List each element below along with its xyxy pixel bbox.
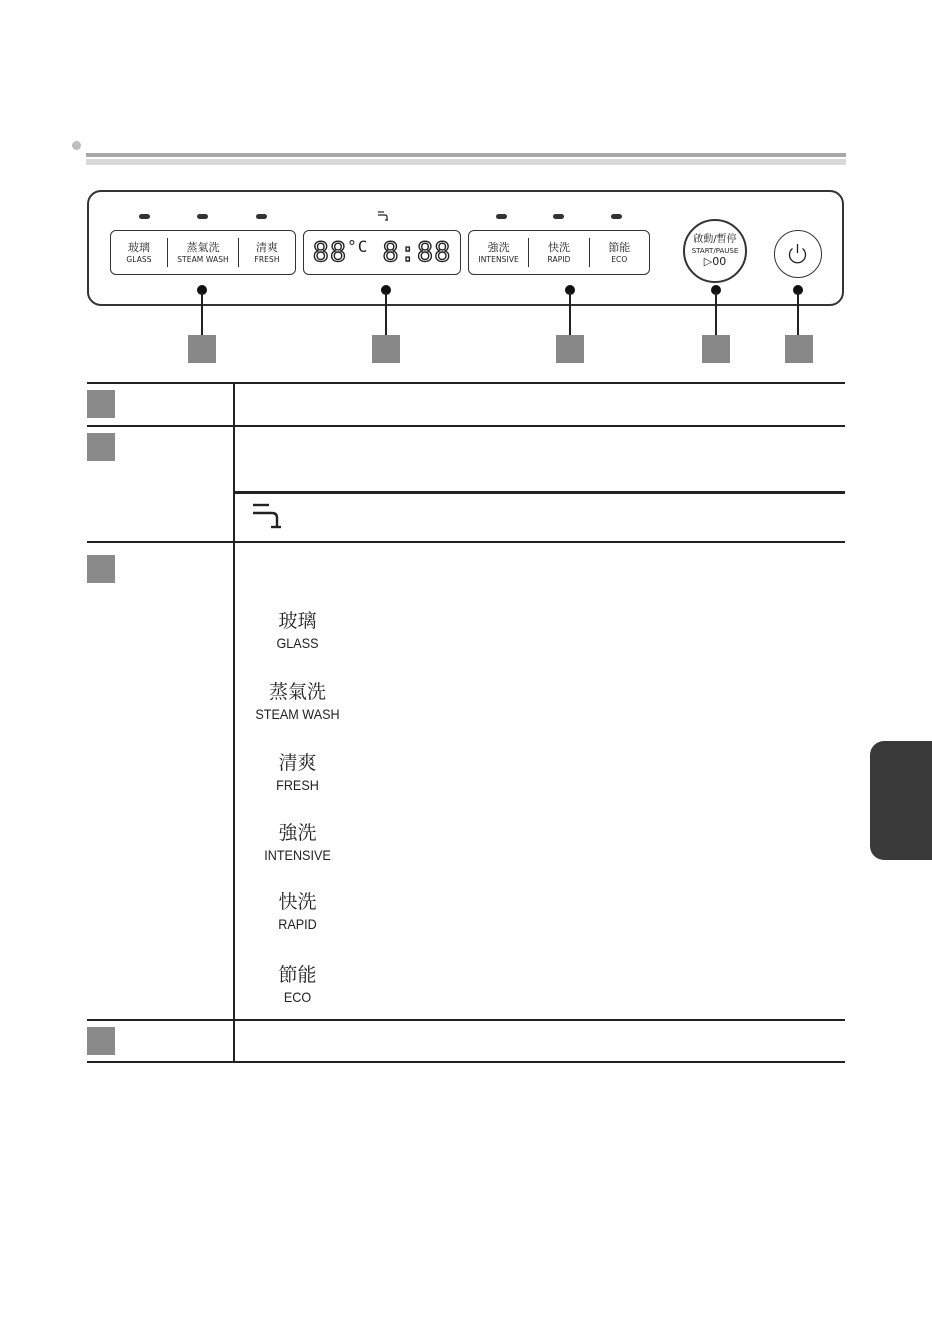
start-pause-button[interactable]	[683, 219, 747, 283]
start-pause-label-zh: 啟動/暫停	[693, 234, 737, 245]
glass-option-button[interactable]	[111, 238, 168, 267]
section-header-bar	[86, 153, 846, 165]
program-name-en: FRESH	[276, 777, 319, 793]
option-label-en: INTENSIVE	[478, 254, 519, 264]
program-rapid	[250, 890, 345, 934]
time-readout: 8:88	[382, 237, 452, 268]
led-eco	[611, 214, 622, 219]
program-eco	[250, 963, 345, 1007]
option-label-en: FRESH	[254, 254, 280, 264]
table-rule	[87, 382, 845, 384]
program-glass	[250, 609, 345, 653]
header-bullet	[72, 141, 81, 150]
callout-number-box	[188, 335, 216, 363]
table-rule	[87, 425, 845, 427]
temperature-unit: °C	[347, 237, 369, 256]
table-rule	[87, 541, 845, 543]
program-name-zh: 強洗	[278, 822, 317, 844]
led-rapid	[553, 214, 564, 219]
callout-number-box	[556, 335, 584, 363]
callout-number-box	[785, 335, 813, 363]
row-number-box	[87, 390, 115, 418]
option-label-en: GLASS	[126, 254, 152, 264]
program-fresh	[250, 751, 345, 795]
row-number-box	[87, 555, 115, 583]
power-button[interactable]	[774, 230, 822, 278]
callout-line	[569, 292, 571, 336]
led-fresh	[256, 214, 267, 219]
option-label-zh: 快洗	[547, 240, 570, 254]
row-number-box	[87, 433, 115, 461]
option-label-zh: 玻璃	[128, 240, 150, 254]
table-rule	[233, 491, 845, 494]
led-steam-wash	[197, 214, 208, 219]
option-label-zh: 蒸氣洗	[186, 240, 220, 254]
callout-number-box	[372, 335, 400, 363]
fresh-option-button[interactable]	[239, 238, 295, 267]
callout-line	[715, 292, 717, 336]
option-label-en: RAPID	[547, 254, 571, 264]
option-label-zh: 強洗	[487, 240, 510, 254]
faucet-icon	[250, 501, 282, 531]
table-rule	[87, 1061, 845, 1063]
table-column-divider	[233, 383, 235, 1063]
led-intensive	[496, 214, 507, 219]
start-pause-label-en: START/PAUSE	[691, 247, 739, 255]
callout-line	[797, 292, 799, 336]
program-name-en: RAPID	[278, 916, 317, 932]
steam-wash-option-button[interactable]	[168, 238, 239, 267]
temperature-readout: 88	[312, 237, 348, 268]
program-name-en: GLASS	[276, 635, 319, 651]
eco-option-button[interactable]	[590, 238, 649, 267]
intensive-option-button[interactable]	[469, 238, 529, 267]
program-name-en: ECO	[283, 989, 312, 1005]
program-group-left	[110, 230, 296, 275]
program-steam-wash	[250, 680, 345, 724]
faucet-icon	[377, 210, 389, 222]
program-name-en: STEAM WASH	[255, 706, 340, 722]
row-number-box	[87, 1027, 115, 1055]
program-name-zh: 節能	[278, 964, 317, 986]
program-name-zh: 玻璃	[278, 610, 317, 632]
program-name-zh: 清爽	[278, 752, 317, 774]
option-label-zh: 清爽	[256, 240, 278, 254]
rapid-option-button[interactable]	[529, 238, 589, 267]
program-group-right	[468, 230, 650, 275]
chapter-tab	[870, 741, 932, 860]
option-label-zh: 節能	[608, 240, 631, 254]
power-icon	[775, 231, 820, 276]
option-label-en: STEAM WASH	[177, 254, 229, 264]
program-name-zh: 快洗	[278, 891, 317, 913]
callout-line	[385, 292, 387, 336]
digital-display	[303, 230, 461, 275]
callout-number-box	[702, 335, 730, 363]
option-label-en: ECO	[611, 254, 628, 264]
led-glass	[139, 214, 150, 219]
play-pause-icon: ▷00	[703, 255, 727, 268]
program-intensive	[250, 821, 345, 865]
program-name-en: INTENSIVE	[264, 847, 331, 863]
callout-line	[201, 292, 203, 336]
program-name-zh: 蒸氣洗	[268, 681, 326, 703]
table-rule	[87, 1019, 845, 1021]
